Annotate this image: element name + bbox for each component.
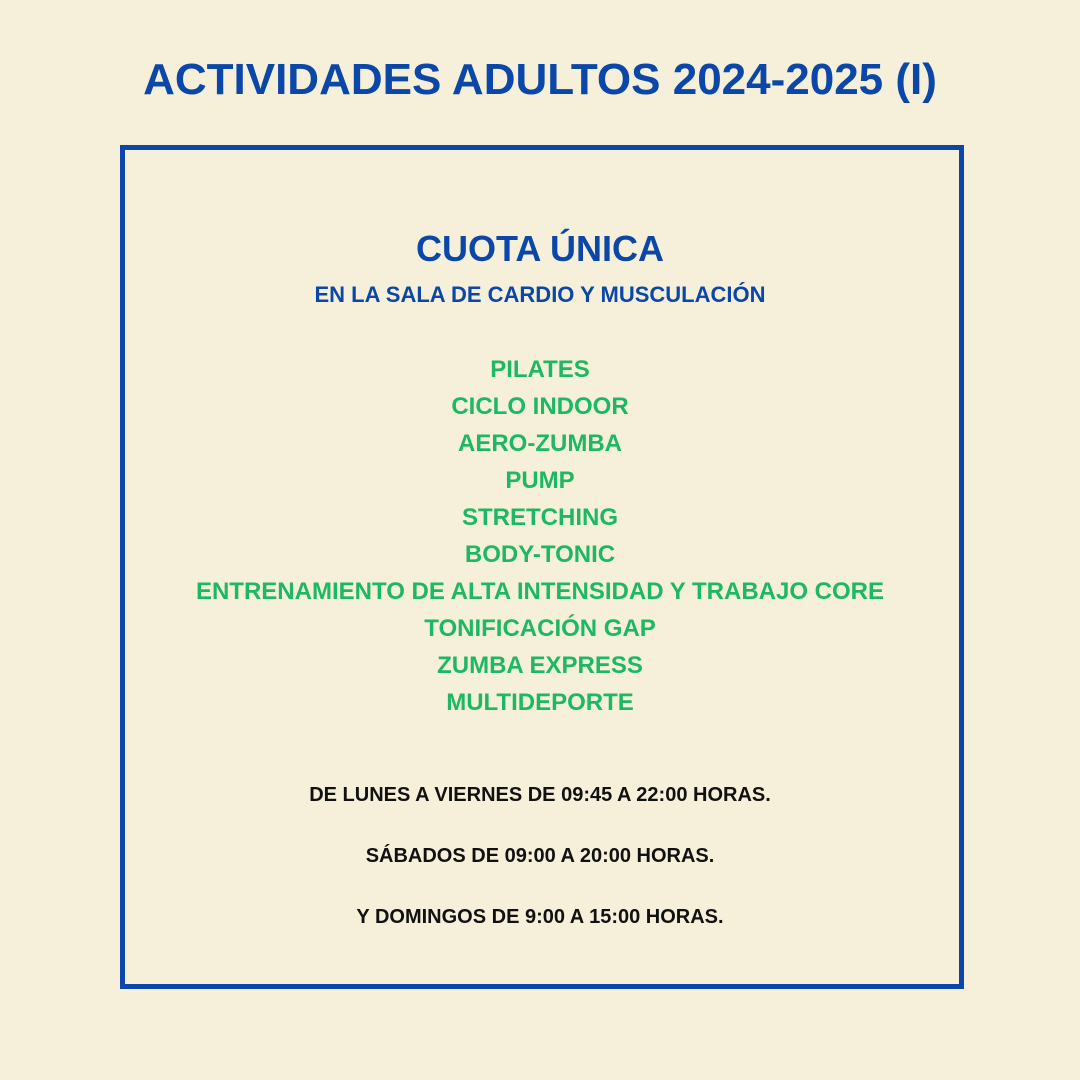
schedule-block — [0, 780, 1080, 963]
fee-subheading: EN LA SALA DE CARDIO Y MUSCULACIÓN — [314, 282, 766, 307]
schedule-weekdays: DE LUNES A VIERNES DE 09:45 A 22:00 HORAS. — [309, 784, 771, 806]
activity-item: STRETCHING — [462, 504, 618, 531]
activity-item: BODY-TONIC — [464, 541, 616, 568]
activity-item: PUMP — [505, 467, 575, 494]
schedule-sundays: Y DOMINGOS DE 9:00 A 15:00 HORAS. — [356, 906, 724, 928]
schedule-saturdays: SÁBADOS DE 09:00 A 20:00 HORAS. — [365, 845, 715, 867]
activity-item: TONIFICACIÓN GAP — [424, 615, 656, 642]
activity-item: ZUMBA EXPRESS — [437, 652, 643, 679]
page-title: ACTIVIDADES ADULTOS 2024-2025 (I) — [143, 55, 937, 104]
activity-item: ENTRENAMIENTO DE ALTA INTENSIDAD Y TRABAJO CORE — [195, 578, 885, 605]
activity-item: AERO-ZUMBA — [458, 430, 622, 457]
activity-item: MULTIDEPORTE — [446, 689, 634, 716]
activity-item: PILATES — [490, 356, 590, 383]
activity-item: CICLO INDOOR — [451, 393, 629, 420]
fee-heading: CUOTA ÚNICA — [416, 228, 664, 269]
activity-list — [0, 351, 1080, 721]
